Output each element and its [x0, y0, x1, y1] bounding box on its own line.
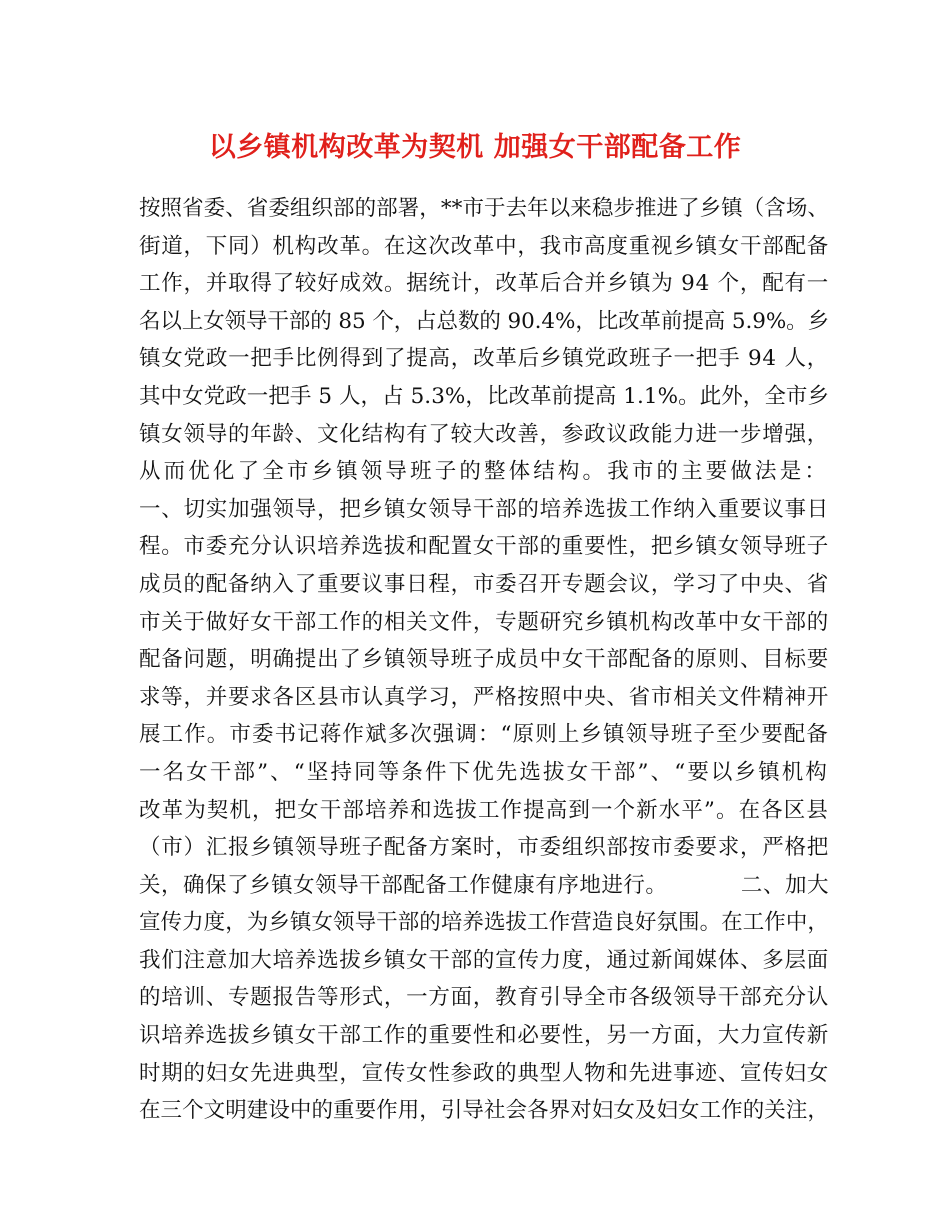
- body-line: 街道，下同）机构改革。在这次改革中，我市高度重视乡镇女干部配备: [139, 233, 830, 259]
- body-line: 工作，并取得了较好成效。据统计，改革后合并乡镇为 94 个，配有一: [139, 271, 830, 297]
- body-line: 一、切实加强领导，把乡镇女领导干部的培养选拔工作纳入重要议事日: [139, 496, 830, 522]
- body-line: 名以上女领导干部的 85 个，占总数的 90.4%，比改革前提高 5.9%。乡: [139, 308, 829, 334]
- body-line: 的培训、专题报告等形式，一方面，教育引导全市各级领导干部充分认: [139, 985, 830, 1011]
- body-line: 识培养选拔乡镇女干部工作的重要性和必要性，另一方面，大力宣传新: [139, 1023, 830, 1049]
- document-body: [139, 190, 829, 1130]
- body-line: 镇女党政一把手比例得到了提高，改革后乡镇党政班子一把手 94 人，: [139, 346, 830, 372]
- body-line: 程。市委充分认识培养选拔和配置女干部的重要性，把乡镇女领导班子: [139, 534, 830, 560]
- body-line: 其中女党政一把手 5 人，占 5.3%，比改革前提高 1.1%。此外，全市乡: [139, 383, 830, 409]
- body-line: （市）汇报乡镇领导班子配备方案时，市委组织部按市委要求，严格把: [139, 835, 830, 861]
- body-line: 一名女干部”、“坚持同等条件下优先选拔女干部”、“要以乡镇机构: [139, 759, 830, 785]
- document-title: 以乡镇机构改革为契机 加强女干部配备工作: [208, 132, 742, 163]
- body-line: 展工作。市委书记蒋作斌多次强调：“原则上乡镇领导班子至少要配备: [139, 722, 830, 748]
- body-line: 宣传力度，为乡镇女领导干部的培养选拔工作营造良好氛围。在工作中，: [139, 910, 829, 936]
- body-line: 配备问题，明确提出了乡镇领导班子成员中女干部配备的原则、目标要: [139, 647, 830, 673]
- body-line: 时期的妇女先进典型，宣传女性参政的典型人物和先进事迹、宣传妇女: [139, 1060, 830, 1086]
- body-line: 关，确保了乡镇女领导干部配备工作健康有序地进行。 二、加大: [139, 872, 829, 898]
- body-line: 改革为契机，把女干部培养和选拔工作提高到一个新水平”。在各区县: [139, 797, 830, 823]
- body-line: 按照省委、省委组织部的部署，**市于去年以来稳步推进了乡镇（含场、: [139, 196, 829, 221]
- body-line: 镇女领导的年龄、文化结构有了较大改善，参政议政能力进一步增强，: [139, 421, 830, 447]
- body-line: 成员的配备纳入了重要议事日程，市委召开专题会议，学习了中央、省: [139, 571, 830, 597]
- body-line: 求等，并要求各区县市认真学习，严格按照中央、省市相关文件精神开: [139, 684, 830, 710]
- body-line: 从而优化了全市乡镇领导班子的整体结构。我市的主要做法是：: [139, 459, 829, 485]
- body-line: 市关于做好女干部工作的相关文件，专题研究乡镇机构改革中女干部的: [139, 609, 830, 635]
- body-line: 我们注意加大培养选拔乡镇女干部的宣传力度，通过新闻媒体、多层面: [139, 947, 830, 973]
- body-line: 在三个文明建设中的重要作用，引导社会各界对妇女及妇女工作的关注，: [139, 1098, 829, 1124]
